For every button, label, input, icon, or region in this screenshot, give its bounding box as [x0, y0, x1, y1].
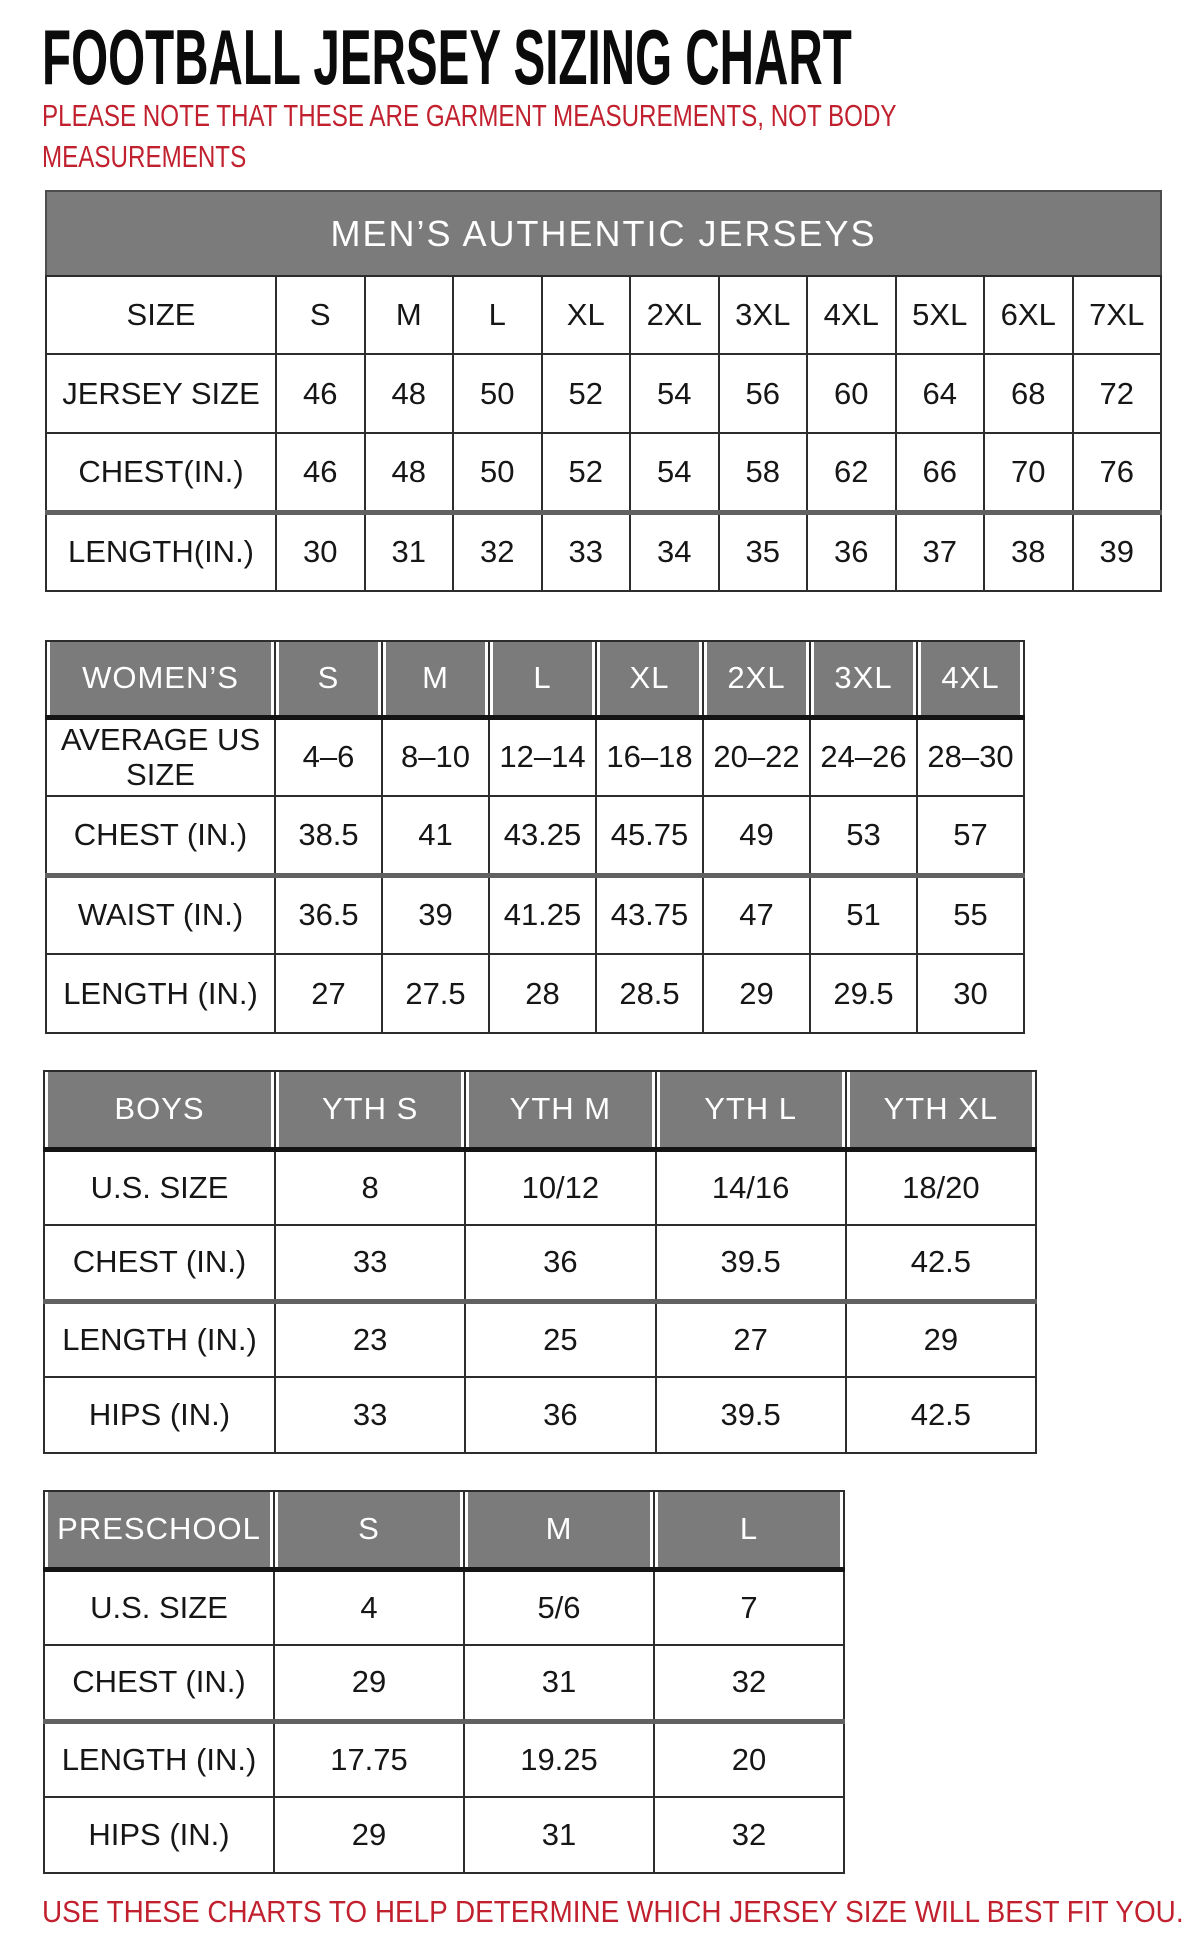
value-cell: 18/20 — [846, 1149, 1036, 1225]
value-cell: 39.5 — [656, 1377, 846, 1453]
row-label: LENGTH (IN.) — [46, 954, 275, 1033]
value-cell: 39 — [382, 875, 489, 954]
value-cell: 8–10 — [382, 717, 489, 796]
value-cell: 42.5 — [846, 1225, 1036, 1301]
value-cell: 57 — [917, 796, 1024, 875]
mens-authentic-jerseys-table — [45, 190, 1162, 592]
value-cell: 48 — [365, 433, 454, 512]
value-cell: 23 — [275, 1301, 465, 1377]
column-header: 7XL — [1073, 276, 1162, 354]
corner-label: SIZE — [46, 276, 276, 354]
value-cell: 39 — [1073, 512, 1162, 591]
column-header: 2XL — [630, 276, 719, 354]
value-cell: 36.5 — [275, 875, 382, 954]
column-header: S — [274, 1491, 464, 1569]
value-cell: 28–30 — [917, 717, 1024, 796]
row-label: AVERAGE US SIZE — [46, 717, 275, 796]
corner-label: PRESCHOOL — [44, 1491, 274, 1569]
value-cell: 51 — [810, 875, 917, 954]
value-cell: 42.5 — [846, 1377, 1036, 1453]
column-header: 4XL — [807, 276, 896, 354]
value-cell: 7 — [654, 1569, 844, 1645]
womens-sizing-table — [45, 640, 1025, 1034]
column-header: M — [382, 641, 489, 717]
value-cell: 46 — [276, 433, 365, 512]
column-header: YTH XL — [846, 1071, 1036, 1149]
value-cell: 8 — [275, 1149, 465, 1225]
value-cell: 47 — [703, 875, 810, 954]
column-header: S — [275, 641, 382, 717]
column-header: L — [489, 641, 596, 717]
value-cell: 29 — [846, 1301, 1036, 1377]
column-header: YTH S — [275, 1071, 465, 1149]
value-cell: 41 — [382, 796, 489, 875]
row-label: U.S. SIZE — [44, 1569, 274, 1645]
corner-label: BOYS — [44, 1071, 275, 1149]
value-cell: 54 — [630, 354, 719, 433]
column-header: M — [464, 1491, 654, 1569]
value-cell: 12–14 — [489, 717, 596, 796]
column-header: 4XL — [917, 641, 1024, 717]
preschool-sizing-table — [43, 1490, 845, 1874]
value-cell: 30 — [276, 512, 365, 591]
value-cell: 34 — [630, 512, 719, 591]
column-header: L — [654, 1491, 844, 1569]
value-cell: 27 — [275, 954, 382, 1033]
value-cell: 43.25 — [489, 796, 596, 875]
value-cell: 28.5 — [596, 954, 703, 1033]
row-label: CHEST (IN.) — [44, 1645, 274, 1721]
row-label: JERSEY SIZE — [46, 354, 276, 433]
value-cell: 24–26 — [810, 717, 917, 796]
column-header: 5XL — [896, 276, 985, 354]
value-cell: 31 — [464, 1645, 654, 1721]
preschool-sizing-table-grid — [43, 1490, 845, 1874]
column-header: YTH L — [656, 1071, 846, 1149]
value-cell: 32 — [654, 1797, 844, 1873]
footer-note: USE THESE CHARTS TO HELP DETERMINE WHICH JERSEY SIZE WILL BEST FIT YOU. — [42, 1894, 1184, 1929]
value-cell: 29 — [274, 1645, 464, 1721]
page-title: FOOTBALL JERSEY SIZING CHART — [42, 13, 852, 101]
row-label: WAIST (IN.) — [46, 875, 275, 954]
mens-authentic-jerseys-table-grid — [45, 190, 1162, 592]
value-cell: 38 — [984, 512, 1073, 591]
row-label: CHEST (IN.) — [46, 796, 275, 875]
value-cell: 33 — [275, 1225, 465, 1301]
value-cell: 14/16 — [656, 1149, 846, 1225]
value-cell: 39.5 — [656, 1225, 846, 1301]
value-cell: 36 — [465, 1225, 655, 1301]
value-cell: 25 — [465, 1301, 655, 1377]
value-cell: 55 — [917, 875, 1024, 954]
value-cell: 29 — [274, 1797, 464, 1873]
value-cell: 52 — [542, 433, 631, 512]
value-cell: 60 — [807, 354, 896, 433]
row-label: CHEST (IN.) — [44, 1225, 275, 1301]
value-cell: 32 — [654, 1645, 844, 1721]
value-cell: 38.5 — [275, 796, 382, 875]
value-cell: 37 — [896, 512, 985, 591]
value-cell: 64 — [896, 354, 985, 433]
value-cell: 16–18 — [596, 717, 703, 796]
value-cell: 32 — [453, 512, 542, 591]
value-cell: 62 — [807, 433, 896, 512]
value-cell: 36 — [465, 1377, 655, 1453]
value-cell: 28 — [489, 954, 596, 1033]
column-header: 3XL — [810, 641, 917, 717]
column-header: 2XL — [703, 641, 810, 717]
value-cell: 31 — [365, 512, 454, 591]
row-label: HIPS (IN.) — [44, 1377, 275, 1453]
value-cell: 17.75 — [274, 1721, 464, 1797]
value-cell: 68 — [984, 354, 1073, 433]
value-cell: 27 — [656, 1301, 846, 1377]
column-header: 6XL — [984, 276, 1073, 354]
womens-sizing-table-grid — [45, 640, 1025, 1034]
corner-label: WOMEN’S — [46, 641, 275, 717]
value-cell: 50 — [453, 354, 542, 433]
value-cell: 4–6 — [275, 717, 382, 796]
value-cell: 72 — [1073, 354, 1162, 433]
value-cell: 20–22 — [703, 717, 810, 796]
column-header: XL — [542, 276, 631, 354]
value-cell: 19.25 — [464, 1721, 654, 1797]
column-header: L — [453, 276, 542, 354]
value-cell: 49 — [703, 796, 810, 875]
column-header: YTH M — [465, 1071, 655, 1149]
value-cell: 29.5 — [810, 954, 917, 1033]
row-label: CHEST(IN.) — [46, 433, 276, 512]
row-label: LENGTH(IN.) — [46, 512, 276, 591]
value-cell: 20 — [654, 1721, 844, 1797]
row-label: LENGTH (IN.) — [44, 1301, 275, 1377]
value-cell: 53 — [810, 796, 917, 875]
value-cell: 4 — [274, 1569, 464, 1645]
value-cell: 31 — [464, 1797, 654, 1873]
value-cell: 58 — [719, 433, 808, 512]
value-cell: 46 — [276, 354, 365, 433]
boys-sizing-table — [43, 1070, 1037, 1454]
row-label: LENGTH (IN.) — [44, 1721, 274, 1797]
value-cell: 36 — [807, 512, 896, 591]
value-cell: 56 — [719, 354, 808, 433]
column-header: XL — [596, 641, 703, 717]
value-cell: 29 — [703, 954, 810, 1033]
table-banner: MEN’S AUTHENTIC JERSEYS — [46, 191, 1161, 276]
value-cell: 54 — [630, 433, 719, 512]
value-cell: 30 — [917, 954, 1024, 1033]
value-cell: 10/12 — [465, 1149, 655, 1225]
value-cell: 76 — [1073, 433, 1162, 512]
value-cell: 66 — [896, 433, 985, 512]
value-cell: 50 — [453, 433, 542, 512]
garment-measurements-note: PLEASE NOTE THAT THESE ARE GARMENT MEASUREMENTS, NOT BODY MEASUREMENTS — [42, 98, 897, 174]
value-cell: 33 — [542, 512, 631, 591]
row-label: U.S. SIZE — [44, 1149, 275, 1225]
value-cell: 33 — [275, 1377, 465, 1453]
column-header: S — [276, 276, 365, 354]
boys-sizing-table-grid — [43, 1070, 1037, 1454]
value-cell: 48 — [365, 354, 454, 433]
value-cell: 35 — [719, 512, 808, 591]
value-cell: 52 — [542, 354, 631, 433]
column-header: 3XL — [719, 276, 808, 354]
value-cell: 70 — [984, 433, 1073, 512]
value-cell: 41.25 — [489, 875, 596, 954]
value-cell: 45.75 — [596, 796, 703, 875]
value-cell: 27.5 — [382, 954, 489, 1033]
column-header: M — [365, 276, 454, 354]
row-label: HIPS (IN.) — [44, 1797, 274, 1873]
value-cell: 43.75 — [596, 875, 703, 954]
value-cell: 5/6 — [464, 1569, 654, 1645]
